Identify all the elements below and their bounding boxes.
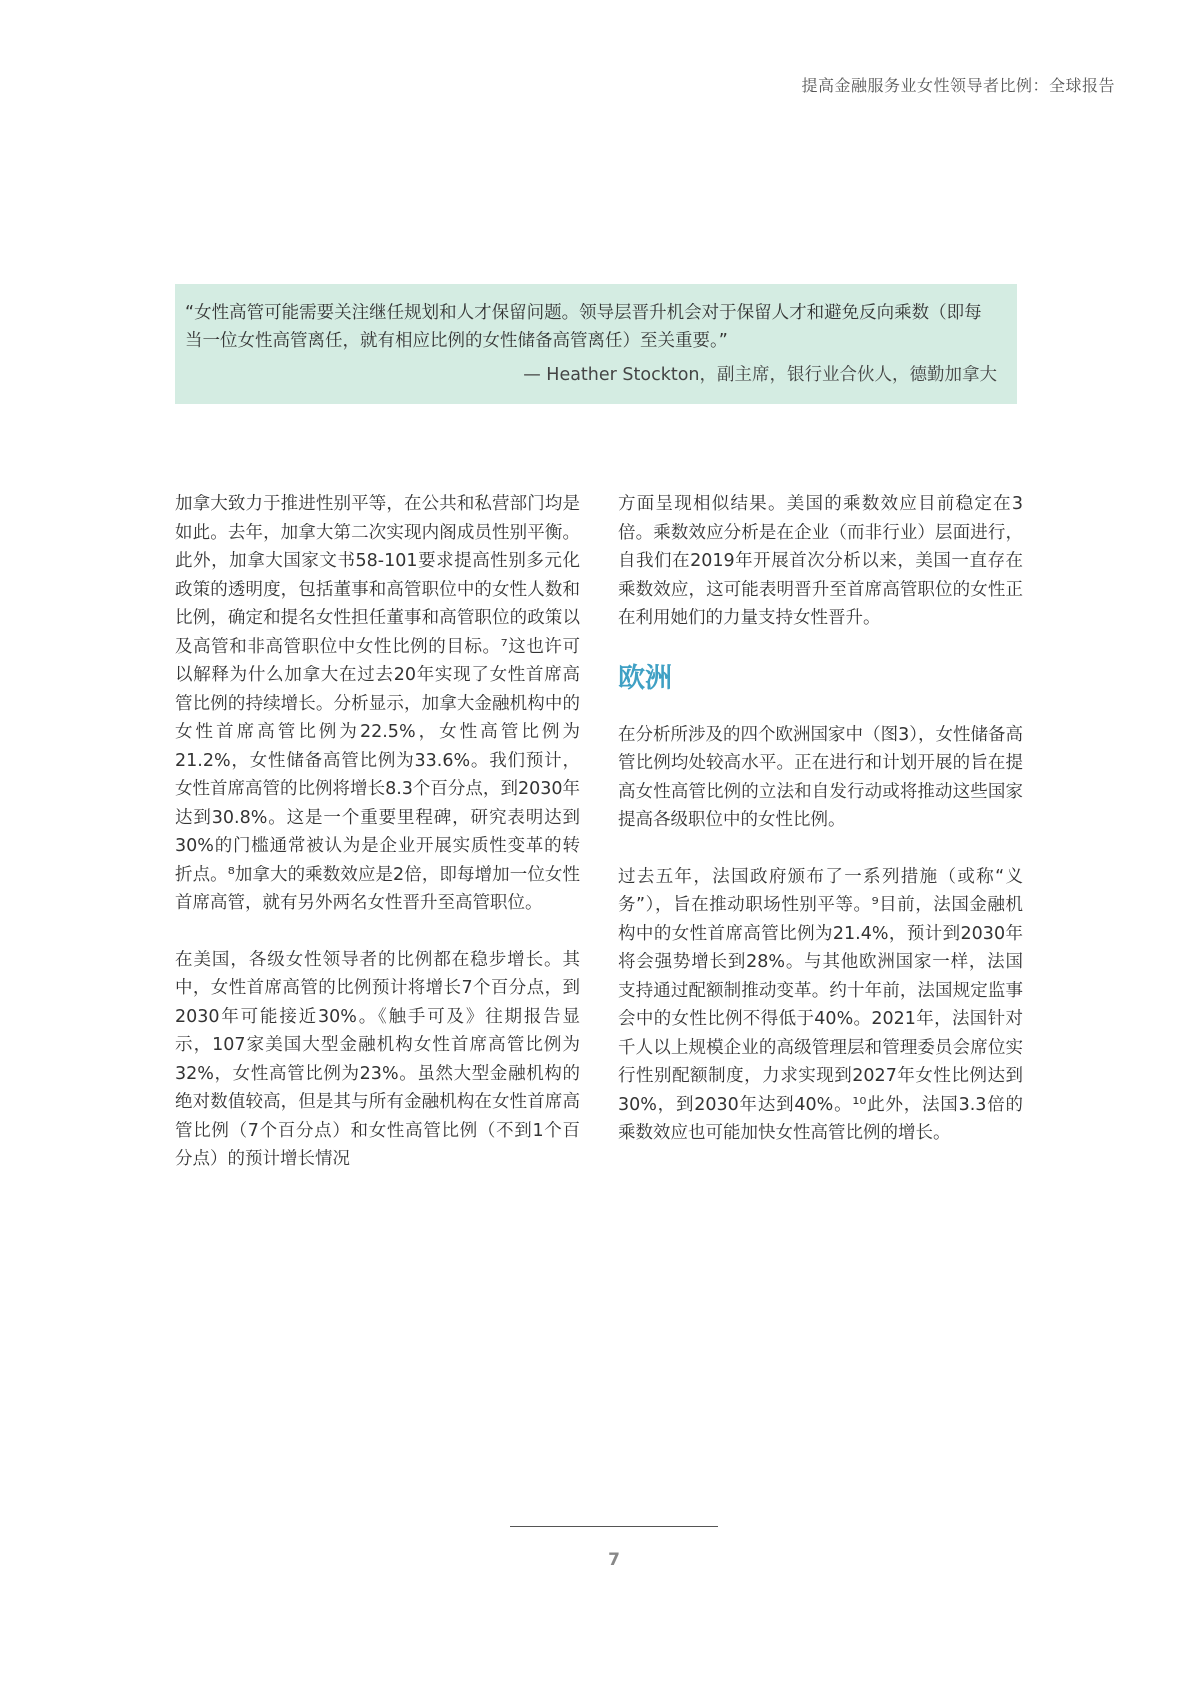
right-column xyxy=(618,490,1023,1148)
footer-divider xyxy=(510,1526,718,1527)
page-number: 7 xyxy=(608,1550,620,1570)
pull-quote xyxy=(175,284,1017,404)
body-paragraph: 方面呈现相似结果。美国的乘数效应目前稳定在3倍。乘数效应分析是在企业（而非行业）层面进行，自我们在2019年开展首次分析以来，美国一直存在乘数效应，这可能表明晋升至首席高管职位的女性正在利用她们的力量支持女性晋升。 xyxy=(618,494,1023,628)
body-paragraph: 加拿大致力于推进性别平等，在公共和私营部门均是如此。去年，加拿大第二次实现内阁成员性别平衡。此外，加拿大国家文书58-101要求提高性别多元化政策的透明度，包括董事和高管职位中的女性人数和比例，确定和提名女性担任董事和高管职位的政策以及高管和非高管职位中女性比例的目标。⁷这也许可以解释为什么加拿大在过去20年实现了女性首席高管比例的持续增长。分析显示，加拿大金融机构中的女性首席高管比例为22.5%，女性高管比例为21.2%，女性储备高管比例为33.6%。我们预计，女性首席高管的比例将增长8.3个百分点，到2030年达到30.8%。这是一个重要里程碑，研究表明达到30%的门槛通常被认为是企业开展实质性变革的转折点。⁸加拿大的乘数效应是2倍，即每增加一位女性首席高管，就有另外两名女性晋升至高管职位。 xyxy=(175,494,580,913)
body-paragraph: 在美国，各级女性领导者的比例都在稳步增长。其中，女性首席高管的比例预计将增长7个百分点，到2030年可能接近30%。《触手可及》往期报告显示，107家美国大型金融机构女性首席高管比例为32%，女性高管比例为23%。虽然大型金融机构的绝对数值较高，但是其与所有金融机构在女性首席高管比例（7个百分点）和女性高管比例（不到1个百分点）的预计增长情况 xyxy=(175,949,580,1169)
quote-attribution: — Heather Stockton，副主席，银行业合伙人，德勤加拿大 xyxy=(523,365,997,385)
quote-text: “女性高管可能需要关注继任规划和人才保留问题。领导层晋升机会对于保留人才和避免反向乘数（即每当一位女性高管离任，就有相应比例的女性储备高管离任）至关重要。” xyxy=(185,303,982,351)
body-paragraph: 在分析所涉及的四个欧洲国家中（图3），女性储备高管比例均处较高水平。正在进行和计划开展的旨在提高女性高管比例的立法和自发行动或将推动这些国家提高各级职位中的女性比例。 xyxy=(618,724,1023,830)
running-header-title: 提高金融服务业女性领导者比例：全球报告 xyxy=(801,76,1115,95)
section-heading-europe: 欧洲 xyxy=(618,662,672,694)
left-column xyxy=(175,490,580,1174)
body-paragraph: 过去五年，法国政府颁布了一系列措施（或称“义务”），旨在推动职场性别平等。⁹目前，法国金融机构中的女性首席高管比例为21.4%，预计到2030年将会强势增长到28%。与其他欧洲国家一样，法国支持通过配额制推动变革。约十年前，法国规定监事会中的女性比例不得低于40%。2021年，法国针对千人以上规模企业的高级管理层和管理委员会席位实行性别配额制度，力求实现到2027年女性比例达到30%，到2030年达到40%。¹⁰此外，法国3.3倍的乘数效应也可能加快女性高管比例的增长。 xyxy=(618,866,1023,1143)
